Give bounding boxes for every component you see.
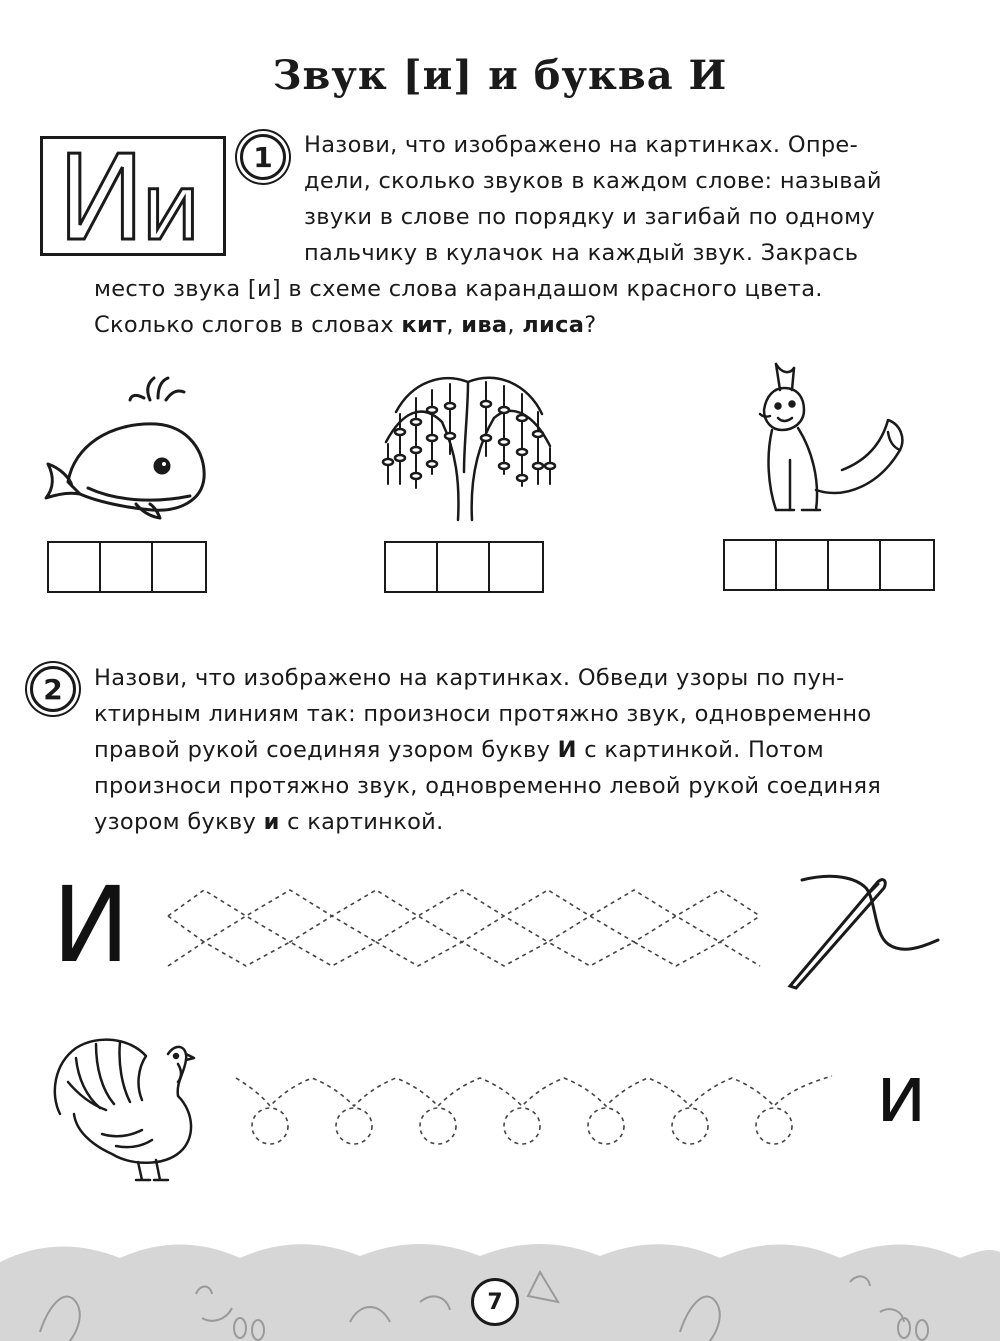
task1-line: пальчику в кулачок на каждый звук. Закрась (304, 240, 859, 266)
word-iva: ива (461, 312, 508, 338)
big-letter-upper: И (52, 864, 130, 986)
sound-cell[interactable] (829, 541, 881, 589)
task2-line: с картинкой. (279, 809, 444, 835)
sound-cell[interactable] (49, 543, 101, 591)
task2-line: ктирным линиям так: произноси протяжно звук, одновременно (94, 701, 872, 727)
separator: , (507, 312, 523, 338)
sound-cell[interactable] (153, 543, 205, 591)
turkey-icon (46, 1034, 206, 1186)
question-mark: ? (584, 312, 597, 338)
task2-line: произноси протяжно звук, одновременно левой рукой соединяя (94, 773, 882, 799)
bold-letter-lower: и (263, 809, 280, 835)
sound-cell[interactable] (490, 543, 542, 591)
sound-cell[interactable] (777, 541, 829, 589)
word-schema-iva[interactable] (384, 541, 544, 593)
task1-line: дели, сколько звуков в каждом слове: называй (304, 168, 882, 194)
outlined-letters-icon (43, 139, 223, 253)
loop-trace-pattern[interactable] (232, 1068, 842, 1158)
letter-card-lower: и (141, 154, 201, 253)
sound-cell[interactable] (386, 543, 438, 591)
big-letter-lower: и (876, 1050, 927, 1140)
task-number-badge: 2 (30, 666, 76, 712)
task2-line: Назови, что изображено на картинках. Обведи узоры по пун- (94, 665, 845, 691)
task1-line: Сколько слогов в словах (94, 312, 402, 338)
separator: , (446, 312, 462, 338)
sound-cell[interactable] (438, 543, 490, 591)
letter-card (40, 136, 226, 256)
willow-icon (372, 362, 562, 522)
task2-text (94, 660, 940, 840)
fox-icon (750, 360, 910, 522)
page-title: Звук [и] и буква И (272, 52, 728, 99)
task1-text-top (304, 127, 940, 271)
task-number-badge: 1 (240, 134, 286, 180)
task1-line: Назови, что изображено на картинках. Опре- (304, 132, 858, 158)
diamond-trace-pattern[interactable] (160, 880, 780, 974)
word-schema-lisa[interactable] (723, 539, 935, 591)
sound-cell[interactable] (881, 541, 933, 589)
task2-line: с картинкой. Потом (576, 737, 825, 763)
page-number: 7 (471, 1278, 519, 1326)
letter-card-upper: И (57, 139, 146, 253)
bold-letter-upper: И (557, 737, 577, 763)
word-kit: кит (401, 312, 447, 338)
sound-cell[interactable] (725, 541, 777, 589)
task2-line: правой рукой соединяя узором букву (94, 737, 558, 763)
task2-line: узором букву (94, 809, 264, 835)
task1-line: звуки в слове по порядку и загибай по одному (304, 204, 875, 230)
word-lisa: лиса (522, 312, 585, 338)
word-schema-kit[interactable] (47, 541, 207, 593)
task1-text-bottom (94, 271, 940, 343)
needle-icon (784, 870, 944, 992)
sound-cell[interactable] (101, 543, 153, 591)
whale-icon (40, 368, 220, 524)
task1-line: место звука [и] в схеме слова карандашом красного цвета. (94, 276, 823, 302)
